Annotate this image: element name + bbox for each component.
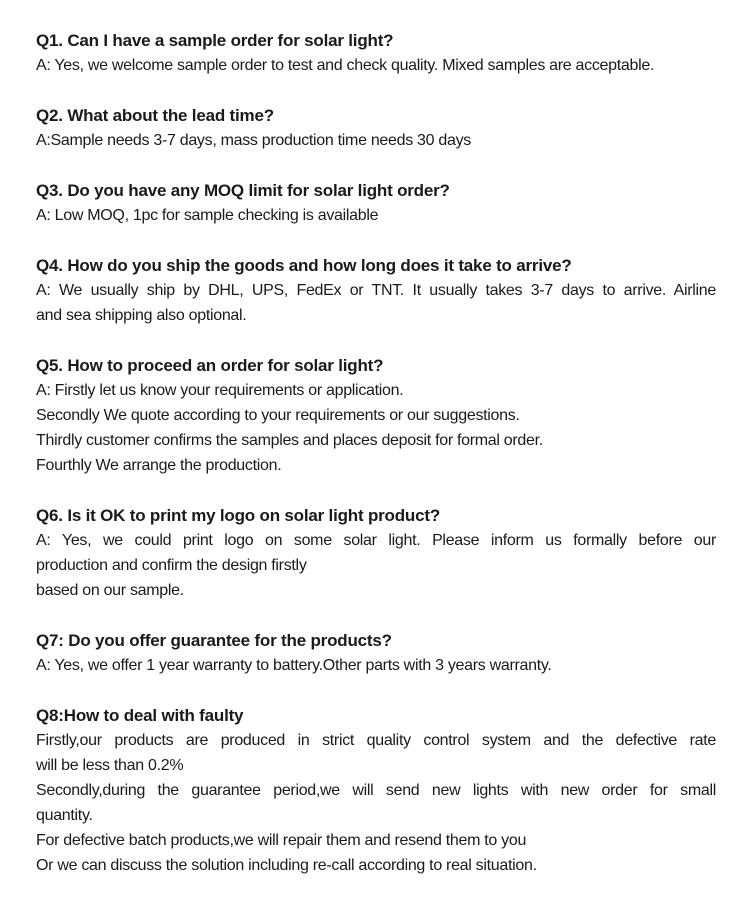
answer-2 [36, 128, 716, 153]
question-1: Q1. Can I have a sample order for solar light? [36, 31, 394, 50]
answer-8-line-6: Or we can discuss the solution including re-call according to real situation. [36, 857, 537, 874]
faq-item-q5 [36, 353, 716, 478]
faq-item-q3 [36, 178, 716, 228]
faq-item-q8 [36, 703, 716, 878]
question-2: Q2. What about the lead time? [36, 106, 274, 125]
answer-7-line-1: A: Yes, we offer 1 year warranty to battery.Other parts with 3 years warranty. [36, 657, 552, 674]
answer-4-line-1: A: We usually ship by DHL, UPS, FedEx or TNT. It usually takes 3-7 days to arrive. Airline [36, 282, 716, 299]
answer-3 [36, 203, 716, 228]
answer-5-line-2: Secondly We quote according to your requirements or our suggestions. [36, 407, 520, 424]
answer-3-line-1: A: Low MOQ, 1pc for sample checking is available [36, 207, 379, 224]
faq-item-q1 [36, 28, 716, 78]
answer-7 [36, 653, 716, 678]
answer-5-line-1: A: Firstly let us know your requirements or application. [36, 382, 404, 399]
answer-4 [36, 278, 716, 328]
faq-item-q7 [36, 628, 716, 678]
question-3: Q3. Do you have any MOQ limit for solar light order? [36, 181, 450, 200]
question-5: Q5. How to proceed an order for solar light? [36, 356, 384, 375]
answer-5 [36, 378, 716, 478]
answer-2-line-1: A:Sample needs 3-7 days, mass production time needs 30 days [36, 132, 471, 149]
answer-8-line-1: Firstly,our products are produced in strict quality control system and the defective rate [36, 732, 716, 749]
answer-6 [36, 528, 716, 603]
answer-5-line-4: Fourthly We arrange the production. [36, 457, 282, 474]
question-7: Q7: Do you offer guarantee for the products? [36, 631, 392, 650]
answer-4-line-2: and sea shipping also optional. [36, 307, 247, 324]
question-4: Q4. How do you ship the goods and how long does it take to arrive? [36, 256, 572, 275]
faq-item-q2 [36, 103, 716, 153]
question-8: Q8:How to deal with faulty [36, 706, 244, 725]
answer-1-line-1: A: Yes, we welcome sample order to test and check quality. Mixed samples are acceptable. [36, 57, 655, 74]
answer-6-line-3: based on our sample. [36, 582, 184, 599]
answer-8-line-2: will be less than 0.2% [36, 757, 184, 774]
answer-8 [36, 728, 716, 878]
faq-item-q4 [36, 253, 716, 328]
answer-8-line-3: Secondly,during the guarantee period,we will send new lights with new order for small [36, 782, 716, 799]
answer-5-line-3: Thirdly customer confirms the samples and places deposit for formal order. [36, 432, 543, 449]
answer-8-line-5: For defective batch products,we will repair them and resend them to you [36, 832, 527, 849]
answer-6-line-1: A: Yes, we could print logo on some solar light. Please inform us formally before our [36, 532, 716, 549]
answer-6-line-2: production and confirm the design firstly [36, 557, 307, 574]
question-6: Q6. Is it OK to print my logo on solar light product? [36, 506, 441, 525]
answer-1 [36, 53, 716, 78]
answer-8-line-4: quantity. [36, 807, 93, 824]
faq-item-q6 [36, 503, 716, 603]
